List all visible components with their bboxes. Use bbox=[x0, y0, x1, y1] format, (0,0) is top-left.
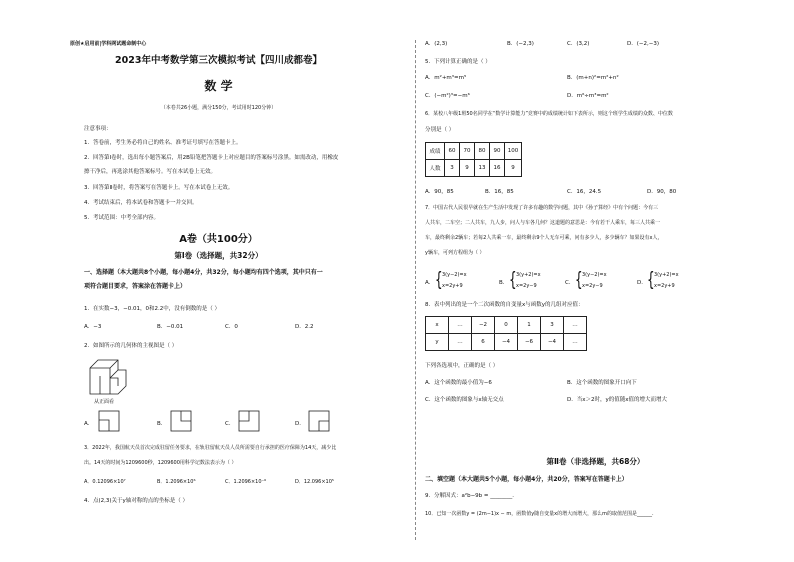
part1-heading: 一、选择题（本大题共8个小题，每小题4分，共32分，每小题均有四个选项，其中只有一 bbox=[84, 269, 323, 276]
brace-icon: { bbox=[435, 268, 443, 291]
table-cell: y bbox=[426, 334, 449, 351]
top-note: 原创★启用前|学科网试题命制中心 bbox=[70, 41, 147, 47]
q7-stem-cont: y辆车，可列方程组为（ ） bbox=[425, 250, 485, 256]
section-a-title: A卷（共100分） bbox=[179, 234, 258, 245]
table-cell: 3 bbox=[445, 160, 460, 177]
table-cell: 6 bbox=[472, 334, 495, 351]
q4-option-b[interactable]: B．(−2,3) bbox=[507, 41, 534, 47]
q8-option-c[interactable]: C．这个函数的图象与x轴无交点 bbox=[425, 397, 504, 403]
q3-stem: 3．2022年，我国航天员首次完成驻留任务要求，在轨驻留航天员人员所需要自行承担的医疗保障为14天，减少比 bbox=[84, 445, 337, 451]
notice-item: 4．考试结束后，将本试卷和答题卡一并交回。 bbox=[84, 200, 198, 206]
q7-option-c[interactable]: C． bbox=[565, 280, 575, 286]
q3-option-b[interactable]: B．1.2096×10⁶ bbox=[157, 479, 196, 485]
table-cell: 70 bbox=[460, 143, 475, 160]
q2-option-a-figure bbox=[98, 410, 120, 432]
q5-stem: 5．下列计算正确的是（ ） bbox=[425, 59, 491, 65]
q10-stem: 10．已知一次函数y = (2m−1)x − m，函数值y随自变量x的增大而增大，那么m的取值范围是______. bbox=[425, 511, 654, 517]
q4-option-a[interactable]: A．(2,3) bbox=[425, 41, 448, 47]
notice-item: 3．回答第Ⅱ卷时，将答案写在答题卡上。写在本试卷上无效。 bbox=[84, 185, 234, 191]
notice-item: 5．考试范围：中考全部内容。 bbox=[84, 215, 160, 221]
q1-option-a[interactable]: A．−3 bbox=[84, 324, 102, 330]
q7-a-eq2: x=2y+9 bbox=[442, 283, 463, 289]
q4-option-c[interactable]: C．(3,2) bbox=[567, 41, 590, 47]
table-row bbox=[426, 143, 522, 160]
q7-b-eq1: 3(y+2)=x bbox=[516, 272, 541, 278]
q8-note: 下列各选项中，正确的是（ ） bbox=[425, 363, 499, 369]
table-cell: … bbox=[449, 334, 472, 351]
table-cell: … bbox=[564, 334, 587, 351]
exam-title: 2023年中考数学第三次模拟考试【四川成都卷】 bbox=[115, 55, 322, 66]
table-cell: 16 bbox=[490, 160, 505, 177]
table-cell: … bbox=[449, 317, 472, 334]
q2-view-label: 从正面看 bbox=[94, 399, 115, 405]
brace-icon: { bbox=[575, 268, 583, 291]
table-cell: 90 bbox=[490, 143, 505, 160]
subject-title: 数 学 bbox=[204, 79, 233, 93]
q5-option-a[interactable]: A．m²+m³=m⁵ bbox=[425, 75, 467, 81]
q7-option-d[interactable]: D． bbox=[637, 280, 647, 286]
table-row bbox=[426, 317, 587, 334]
table-cell: 3 bbox=[541, 317, 564, 334]
table-cell: −6 bbox=[518, 334, 541, 351]
q2-option-c-figure bbox=[238, 410, 260, 432]
table-cell: 1 bbox=[518, 317, 541, 334]
q6-option-a[interactable]: A．90，85 bbox=[425, 189, 454, 195]
q7-stem-cont: 车，最终剩余2辆车；若每2人共乘一车，最终剩余9个人无车可乘，问有多少人，多少辆车？如果设有x人， bbox=[425, 235, 663, 241]
q2-option-a[interactable]: A． bbox=[84, 421, 94, 427]
q3-option-c[interactable]: C．1.2096×10⁻⁶ bbox=[225, 479, 267, 485]
table-cell: 13 bbox=[475, 160, 490, 177]
table-cell: 100 bbox=[505, 143, 522, 160]
table-cell: … bbox=[564, 317, 587, 334]
q8-option-a[interactable]: A．这个函数的最小值为−6 bbox=[425, 380, 492, 386]
table-cell: 0 bbox=[495, 317, 518, 334]
q7-d-eq2: x=2y+9 bbox=[654, 283, 675, 289]
q2-option-d-figure bbox=[308, 410, 330, 432]
section-2-title: 第Ⅱ卷（非选择题，共68分） bbox=[546, 457, 645, 466]
q7-c-eq1: 3(y−2)=x bbox=[582, 272, 607, 278]
q7-option-a[interactable]: A． bbox=[425, 280, 435, 286]
part2-heading: 二、填空题（本大题共5个小题，每小题4分，共20分，答案写在答题卡上） bbox=[425, 476, 628, 483]
q4-option-d[interactable]: D．(−2,−3) bbox=[627, 41, 659, 47]
q6-option-c[interactable]: C．16，24.5 bbox=[567, 189, 602, 195]
table-cell: 80 bbox=[475, 143, 490, 160]
table-row bbox=[426, 160, 522, 177]
q5-option-d[interactable]: D．m⁶÷m³=m² bbox=[567, 93, 609, 99]
q5-option-b[interactable]: B．(m+n)²=m²+n² bbox=[567, 75, 619, 81]
q6-stem-cont: 分别是（ ） bbox=[425, 127, 455, 133]
table-cell: −4 bbox=[541, 334, 564, 351]
notice-item: 2．回答第Ⅰ卷时，选出每小题答案后，用2B铅笔把答题卡上对应题目的答案标号涂黑。如需改动，用橡皮 bbox=[84, 155, 339, 161]
brace-icon: { bbox=[647, 268, 655, 291]
q7-b-eq2: x=2y−9 bbox=[516, 283, 537, 289]
q2-option-d[interactable]: D． bbox=[295, 421, 305, 427]
q2-option-b-figure bbox=[170, 410, 192, 432]
table-cell: 60 bbox=[445, 143, 460, 160]
q1-option-b[interactable]: B．−0.01 bbox=[157, 324, 184, 330]
q8-value-table bbox=[425, 316, 587, 351]
notice-item: 擦干净后，再选涂其他答案标号。写在本试卷上无效。 bbox=[84, 169, 217, 175]
table-cell: 9 bbox=[505, 160, 522, 177]
q9-stem: 9．分解因式：a²b−9b = ________. bbox=[425, 493, 515, 499]
q4-stem: 4．点(2,3)关于y轴对称的点的坐标是（ ） bbox=[84, 498, 189, 504]
q7-stem-cont: 人共车，二车空；二人共车，九人步，问人与车各几何？这道题的意思是：今有若干人乘车，每三人共乘一 bbox=[425, 220, 661, 226]
table-row bbox=[426, 334, 587, 351]
q8-stem: 8．表中列出的是一个二次函数的自变量x与函数y的几组对应值： bbox=[425, 302, 584, 308]
q6-stem: 6．某校八年级1班50名同学在“数学计算能力”竞赛中的成绩统计如下表所示，则这个班学生成绩的众数、中位数 bbox=[425, 111, 673, 117]
q1-option-c[interactable]: C．0 bbox=[225, 324, 238, 330]
q3-option-a[interactable]: A．0.12096×10⁷ bbox=[84, 479, 126, 485]
q7-option-b[interactable]: B． bbox=[499, 280, 509, 286]
q7-d-eq1: 3(y+2)=x bbox=[654, 272, 679, 278]
q2-stem: 2．如图所示的几何体的主视图是（ ） bbox=[84, 343, 178, 349]
notice-heading: 注意事项： bbox=[84, 126, 112, 132]
q7-stem: 7．中国古代人民很早就在生产生活中发现了许多有趣的数学问题，其中《孙子算经》中有个问题：今有三 bbox=[425, 205, 659, 211]
q8-option-b[interactable]: B．这个函数的图象开口向下 bbox=[567, 380, 637, 386]
table-cell: 成绩 bbox=[426, 143, 445, 160]
q2-option-b[interactable]: B． bbox=[157, 421, 167, 427]
q6-score-table bbox=[425, 142, 522, 177]
q2-option-c[interactable]: C． bbox=[225, 421, 235, 427]
q6-option-d[interactable]: D．90，80 bbox=[647, 189, 677, 195]
brace-icon: { bbox=[509, 268, 517, 291]
table-cell: x bbox=[426, 317, 449, 334]
part1-heading-cont: 项符合题目要求，答案涂在答题卡上） bbox=[84, 283, 187, 290]
exam-meta: （本卷共26小题，满分150分，考试用时120分钟） bbox=[160, 105, 277, 111]
q3-option-d[interactable]: D．12.096×10⁵ bbox=[295, 479, 334, 485]
table-cell: −4 bbox=[495, 334, 518, 351]
table-cell: −2 bbox=[472, 317, 495, 334]
section-a-subtitle: 第Ⅰ卷（选择题，共32分） bbox=[174, 251, 263, 260]
q8-option-d[interactable]: D．当x＞2时，y的值随x值的增大而增大 bbox=[567, 397, 668, 403]
q5-option-c[interactable]: C．(−m²)³=−m⁶ bbox=[425, 93, 470, 99]
notice-item: 1．答卷前，考生务必将自己的姓名、准考证号填写在答题卡上。 bbox=[84, 140, 242, 146]
q3-stem-cont: 出。14天的时间为1209600秒，1209600用科学记数法表示为（ ） bbox=[84, 460, 237, 466]
table-cell: 9 bbox=[460, 160, 475, 177]
q6-option-b[interactable]: B．16，85 bbox=[485, 189, 514, 195]
q1-option-d[interactable]: D．2.2 bbox=[295, 324, 314, 330]
q2-solid-figure bbox=[86, 356, 130, 396]
q7-c-eq2: x=2y−9 bbox=[582, 283, 603, 289]
right-page bbox=[397, 0, 794, 562]
q1-stem: 1．在实数−3，−0.01，0和2.2中，没有倒数的是（ ） bbox=[84, 306, 220, 312]
table-cell: 人数 bbox=[426, 160, 445, 177]
q7-a-eq1: 3(y−2)=x bbox=[442, 272, 467, 278]
